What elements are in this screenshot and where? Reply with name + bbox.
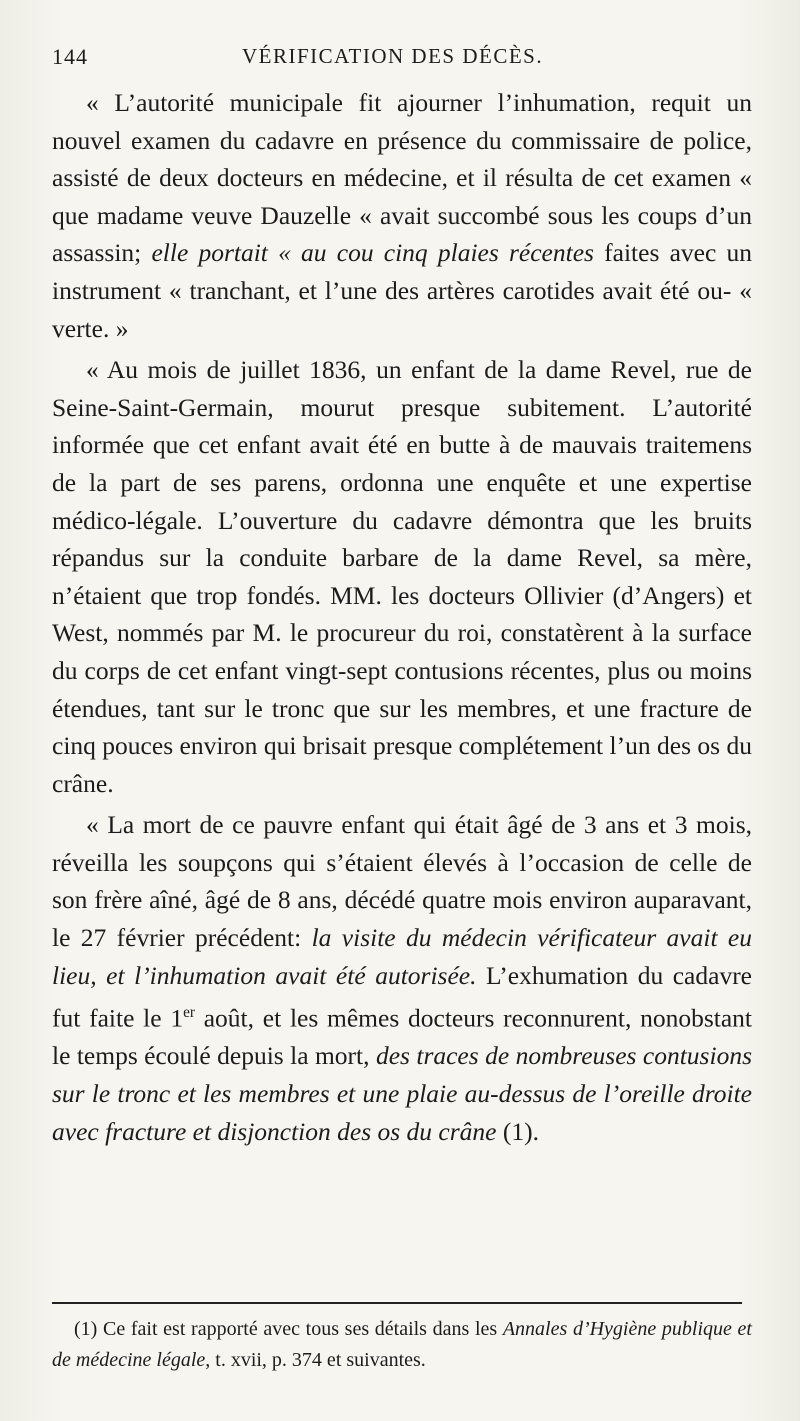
italic-run: des traces de nombreuses contusions sur le tronc et les membres et une plaie au-dessus de l’oreille droite avec fracture et disjonction des os du crâne [52,1041,752,1146]
text-run: août, et les mêmes docteurs reconnurent, nonobstant le temps écoulé depuis la mort, [52,1003,752,1071]
paragraph-exhumation [52,806,752,1150]
italic-run: la visite du médecin vérificateur avait eu lieu, et l’inhumation avait été autorisée. [52,923,752,990]
footnote-divider [52,1302,742,1304]
running-head: VÉRIFICATION DES DÉCÈS. [242,44,544,68]
body-text [52,84,752,1150]
italic-run: elle portait « au cou cinq plaies récentes [151,238,594,268]
page-header [52,44,752,74]
paragraph-dauzelle [52,84,752,347]
italic-run: Annales d’Hygiène publique et de médecine légale [52,1318,752,1371]
footnote [52,1314,752,1376]
text-run: L’exhumation du cadavre fut faite le 1 [52,960,753,1033]
superscript: er [183,1004,195,1022]
paragraph-revel: « Au mois de juillet 1836, un enfant de la dame Revel, rue de Seine-Saint-Germain, mourut presque subitement. L’autorité informée que cet enfant avait été en butte à de mauvais traitemens de la part de ses parens, ordonna une enquête et une expertise médico-légale. L’ouverture du cadavre démontra que les bruits répandus sur la conduite barbare de la dame Revel, sa mère, n’étaient que trop fondés. MM. les docteurs Ollivier (d’Angers) et West, nommés par M. le procureur du roi, constatèrent à la surface du corps de cet enfant vingt-sept contusions récentes, plus ou moins étendues, tant sur le tronc que sur les membres, et une fracture de cinq pouces environ qui brisait presque complétement l’un des os du crâne. [52,355,752,798]
text-run: « La mort de ce pauvre enfant qui était âgé de 3 ans et 3 mois, réveilla les soupçons qui s’étaient élevés à l’occasion de celle de son frère aîné, âgé de 8 ans, décédé quatre mois environ auparavant, le 27 février précédent: [52,810,752,953]
text-run: , t. xvii, p. 374 et suivantes. [205,1349,426,1371]
page-number: 144 [52,44,88,69]
text-run: « L’autorité municipale fit ajourner l’inhumation, requit un nouvel examen du cadavre en présence du commissaire de police, assisté de deux docteurs en médecine, et il résulta de cet examen « que madame veuve Dauzelle « avait succombé sous les coups d’un assassin; [52,88,752,268]
text-run: faites avec un instrument « tranchant, et l’une des artères carotides avait été ou- « verte. » [52,238,752,343]
text-run: (1) Ce fait est rapporté avec tous ses détails dans les [74,1318,503,1340]
footnote-reference: (1). [496,1116,539,1146]
